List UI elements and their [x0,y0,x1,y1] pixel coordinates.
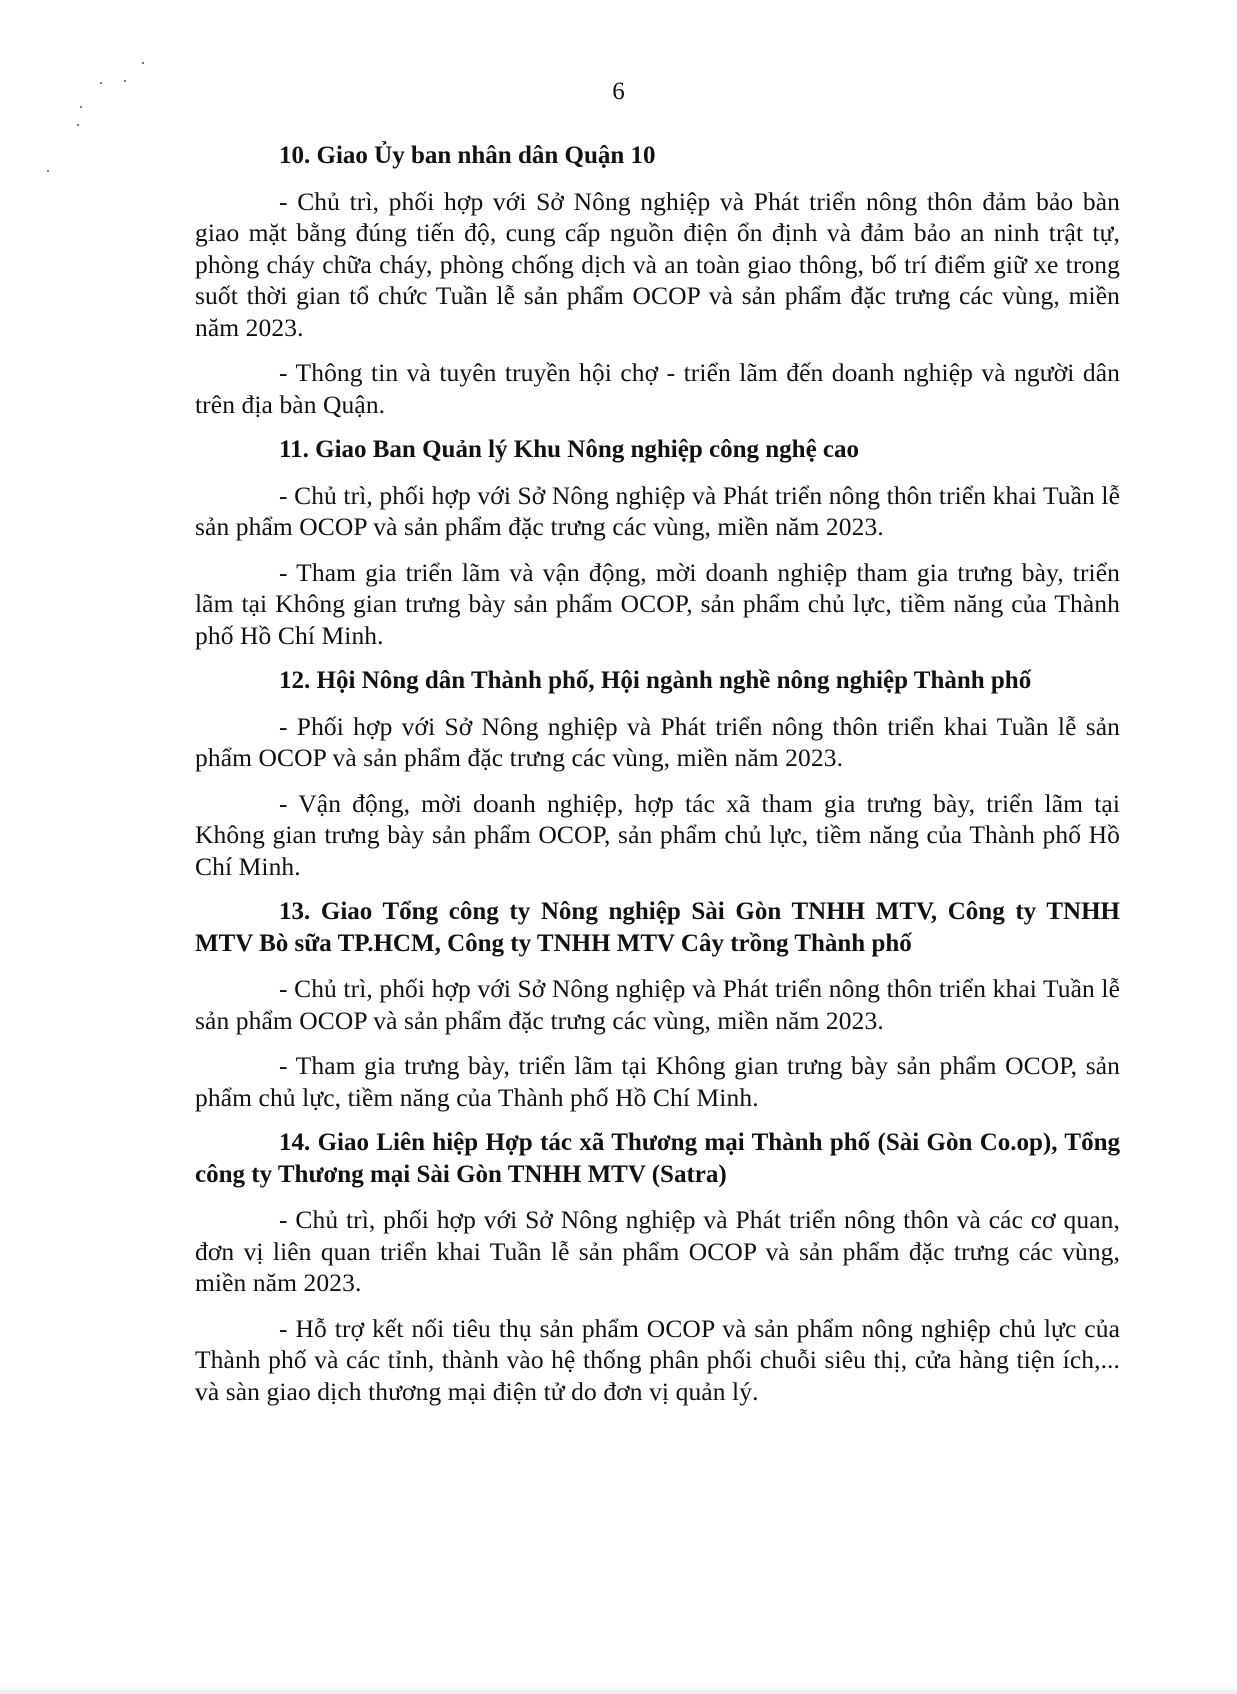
section-11 [195,434,1120,651]
section-paragraph: - Phối hợp với Sở Nông nghiệp và Phát triển nông thôn triển khai Tuần lễ sản phẩm OCOP và sản phẩm đặc trưng các vùng, miền năm 2023. [195,711,1120,772]
section-paragraph: - Tham gia trưng bày, triển lãm tại Không gian trưng bày sản phẩm OCOP, sản phẩm chủ lực, tiềm năng của Thành phố Hồ Chí Minh. [195,1051,1120,1112]
section-12 [195,665,1120,882]
page-number: 6 [612,78,625,105]
section-13 [195,896,1120,1113]
section-heading: 13. Giao Tổng công ty Nông nghiệp Sài Gòn TNHH MTV, Công ty TNHH MTV Bò sữa TP.HCM, Công ty TNHH MTV Cây trồng Thành phố [195,898,1120,957]
section-heading: 11. Giao Ban Quản lý Khu Nông nghiệp công nghệ cao [279,436,860,463]
section-paragraph: - Chủ trì, phối hợp với Sở Nông nghiệp và Phát triển nông thôn và các cơ quan, đơn vị liên quan triển khai Tuần lễ sản phẩm OCOP và sản phẩm đặc trưng các vùng, miền năm 2023. [195,1205,1120,1297]
section-heading: 10. Giao Ủy ban nhân dân Quận 10 [279,142,656,169]
section-14 [195,1127,1120,1407]
section-paragraph: - Hỗ trợ kết nối tiêu thụ sản phẩm OCOP và sản phẩm nông nghiệp chủ lực của Thành phố và các tỉnh, thành vào hệ thống phân phối chuỗi siêu thị, cửa hàng tiện ích,... và sàn giao dịch thương mại điện tử do đơn vị quản lý. [195,1313,1120,1406]
section-heading: 12. Hội Nông dân Thành phố, Hội ngành nghề nông nghiệp Thành phố [279,667,1032,694]
section-paragraph: - Chủ trì, phối hợp với Sở Nông nghiệp và Phát triển nông thôn triển khai Tuần lễ sản phẩm OCOP và sản phẩm đặc trưng các vùng, miền năm 2023. [195,974,1120,1035]
section-10 [195,140,1120,420]
scan-edge-shadow [0,1684,1237,1694]
section-paragraph: - Tham gia triển lãm và vận động, mời doanh nghiệp tham gia trưng bày, triển lãm tại Không gian trưng bày sản phẩm OCOP, sản phẩm chủ lực, tiềm năng của Thành phố Hồ Chí Minh. [195,557,1120,650]
document-body [195,140,1120,1421]
section-paragraph: - Thông tin và tuyên truyền hội chợ - triển lãm đến doanh nghiệp và người dân trên địa bàn Quận. [195,358,1120,419]
section-paragraph: - Vận động, mời doanh nghiệp, hợp tác xã tham gia trưng bày, triển lãm tại Không gian trưng bày sản phẩm OCOP, sản phẩm chủ lực, tiềm năng của Thành phố Hồ Chí Minh. [195,788,1120,881]
section-paragraph: - Chủ trì, phối hợp với Sở Nông nghiệp và Phát triển nông thôn đảm bảo bàn giao mặt bằng đúng tiến độ, cung cấp nguồn điện ổn định và đảm bảo an ninh trật tự, phòng cháy chữa cháy, phòng chống dịch và an toàn giao thông, bố trí điểm giữ xe trong suốt thời gian tổ chức Tuần lễ sản phẩm OCOP và sản phẩm đặc trưng các vùng, miền năm 2023. [195,186,1120,342]
section-heading: 14. Giao Liên hiệp Hợp tác xã Thương mại Thành phố (Sài Gòn Co.op), Tổng công ty Thương mại Sài Gòn TNHH MTV (Satra) [195,1129,1120,1188]
section-paragraph: - Chủ trì, phối hợp với Sở Nông nghiệp và Phát triển nông thôn triển khai Tuần lễ sản phẩm OCOP và sản phẩm đặc trưng các vùng, miền năm 2023. [195,480,1120,541]
